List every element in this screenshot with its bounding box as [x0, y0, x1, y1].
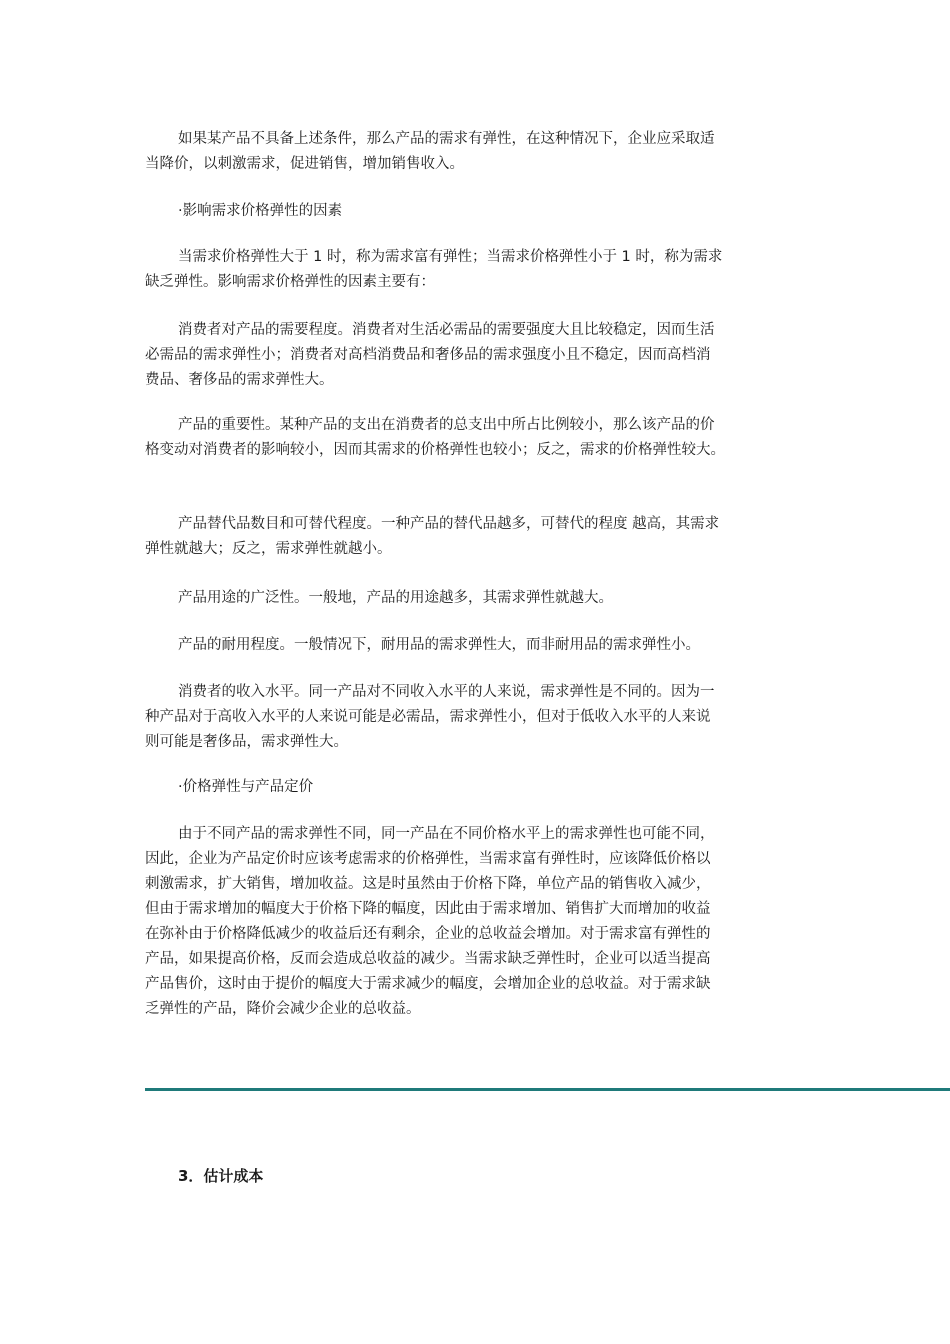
- paragraph-consumer-need: [145, 318, 810, 393]
- paragraph-durability: [145, 633, 810, 658]
- text-line: 则可能是奢侈品，需求弹性大。: [145, 734, 348, 750]
- section-title: 3．估计成本: [178, 1167, 264, 1185]
- text-line: 消费者的收入水平。同一产品对不同收入水平的人来说，需求弹性是不同的。因为一: [178, 684, 715, 700]
- text-line: 产品的重要性。某种产品的支出在消费者的总支出中所占比例较小，那么该产品的价: [178, 417, 715, 433]
- text-line: 产品的耐用程度。一般情况下，耐用品的需求弹性大，而非耐用品的需求弹性小。: [178, 637, 700, 653]
- text-line: 产品替代品数目和可替代程度。一种产品的替代品越多，可替代的程度 越高，其需求: [178, 516, 720, 532]
- text-line: 乏弹性的产品，降价会减少企业的总收益。: [145, 1001, 421, 1017]
- text-line: 产品售价，这时由于提价的幅度大于需求减少的幅度，会增加企业的总收益。对于需求缺: [145, 976, 711, 992]
- paragraph-usage-breadth: [145, 586, 810, 611]
- paragraph-substitutes: [145, 512, 810, 562]
- text-line: 当降价，以刺激需求，促进销售，增加销售收入。: [145, 156, 464, 172]
- text-line: 格变动对消费者的影响较小，因而其需求的价格弹性也较小；反之，需求的价格弹性较大。: [145, 442, 725, 458]
- text-line: 费品、奢侈品的需求弹性大。: [145, 372, 334, 388]
- heading-pricing: ·价格弹性与产品定价: [178, 779, 314, 795]
- text-line: 弹性就越大；反之，需求弹性就越小。: [145, 541, 392, 557]
- text-line: 在弥补由于价格降低减少的收益后还有剩余，企业的总收益会增加。对于需求富有弹性的: [145, 926, 711, 942]
- heading-factors: ·影响需求价格弹性的因素: [178, 203, 343, 219]
- text-line: 种产品对于高收入水平的人来说可能是必需品，需求弹性小，但对于低收入水平的人来说: [145, 709, 711, 725]
- text-line: 缺乏弹性。影响需求价格弹性的因素主要有：: [145, 274, 435, 290]
- text-line: 产品用途的广泛性。一般地，产品的用途越多，其需求弹性就越大。: [178, 590, 613, 606]
- section-divider: [145, 1088, 950, 1091]
- text-line: 由于不同产品的需求弹性不同，同一产品在不同价格水平上的需求弹性也可能不同，: [178, 826, 715, 842]
- text-line: 当需求价格弹性大于 1 时，称为需求富有弹性；当需求价格弹性小于 1 时，称为需求: [178, 249, 723, 265]
- text-line: 刺激需求，扩大销售，增加收益。这是时虽然由于价格下降，单位产品的销售收入减少，: [145, 876, 711, 892]
- text-line: 但由于需求增加的幅度大于价格下降的幅度，因此由于需求增加、销售扩大而增加的收益: [145, 901, 711, 917]
- text-line: 如果某产品不具备上述条件，那么产品的需求有弹性，在这种情况下，企业应采取适: [178, 131, 715, 147]
- paragraph-elasticity-definition: [145, 245, 810, 295]
- text-line: 必需品的需求弹性小；消费者对高档消费品和奢侈品的需求强度小且不稳定，因而高档消: [145, 347, 711, 363]
- paragraph-pricing-elasticity: [145, 822, 810, 1022]
- text-line: 消费者对产品的需要程度。消费者对生活必需品的需要强度大且比较稳定，因而生活: [178, 322, 715, 338]
- text-line: 产品，如果提高价格，反而会造成总收益的减少。当需求缺乏弹性时，企业可以适当提高: [145, 951, 711, 967]
- paragraph-product-importance: [145, 413, 810, 463]
- paragraph-income-level: [145, 680, 810, 755]
- paragraph-elastic-demand: [145, 127, 810, 177]
- text-line: 因此，企业为产品定价时应该考虑需求的价格弹性，当需求富有弹性时，应该降低价格以: [145, 851, 711, 867]
